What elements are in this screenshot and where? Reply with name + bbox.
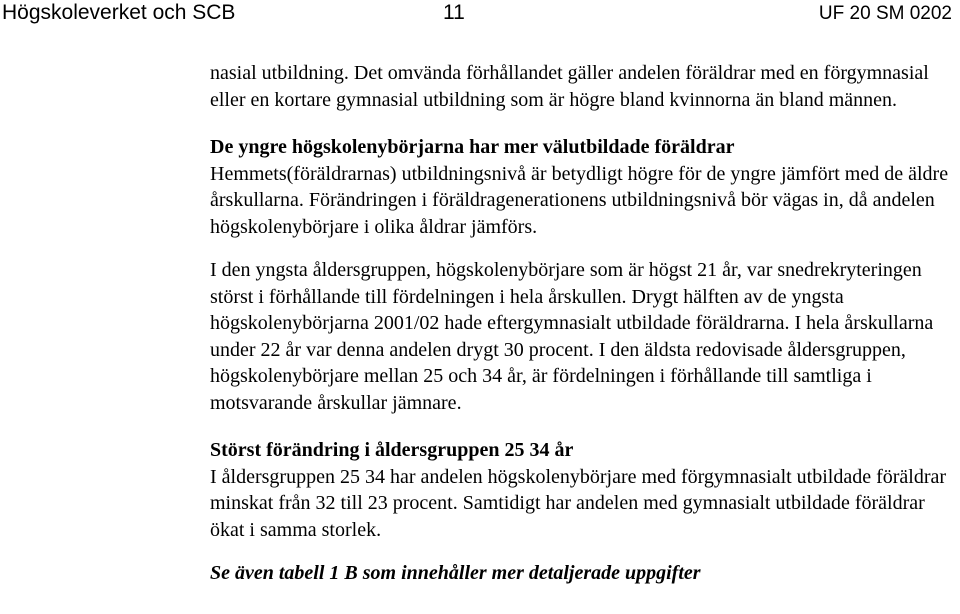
document-body <box>210 60 952 587</box>
page-number: 11 <box>443 1 465 24</box>
report-id: UF 20 SM 0202 <box>818 3 952 24</box>
section-heading-2: Störst förändring i åldersgruppen 25 34 år <box>210 439 574 461</box>
paragraph-3: I den yngsta åldersgruppen, högskolenybörjare som är högst 21 år, var snedrekryteringen störst i förhållande till fördelningen i hela årskullen. Drygt hälften av de yngsta högskolenybörjarna 2001/02 hade eftergymnasialt utbildade föräldrarna. I hela årskullarna under 22 år var denna andelen drygt 30 procent. I den äldsta redovisade åldersgruppen, högskolenybörjare mellan 25 och 34 år, är fördelningen i förhållande till samtliga i motsvarande årskullar jämnare. <box>210 259 934 414</box>
header-publisher: Högskoleverket och SCB <box>2 1 236 24</box>
paragraph-4: I åldersgruppen 25 34 har andelen högskolenybörjare med förgymnasialt utbildade föräldrar minskat från 32 till 23 procent. Samtidigt har andelen med gymnasialt utbildade föräldrar ökat i samma storlek. <box>210 465 947 541</box>
page-header <box>0 0 960 30</box>
paragraph-2: Hemmets(föräldrarnas) utbildningsnivå är betydligt högre för de yngre jämfört med de äldre årskullarna. Förändringen i föräldragenerationens utbildningsnivå bör vägas in, då andelen högskolenybörjare i olika åldrar jämförs. <box>210 162 949 238</box>
section-heading-1: De yngre högskolenybörjarna har mer välutbildade föräldrar <box>210 136 735 158</box>
paragraph-1: nasial utbildning. Det omvända förhållandet gäller andelen föräldrar med en förgymnasial eller en kortare gymnasial utbildning som är högre bland kvinnorna än bland männen. <box>210 62 929 111</box>
table-reference-heading: Se även tabell 1 B som innehåller mer detaljerade uppgifter <box>210 562 701 584</box>
